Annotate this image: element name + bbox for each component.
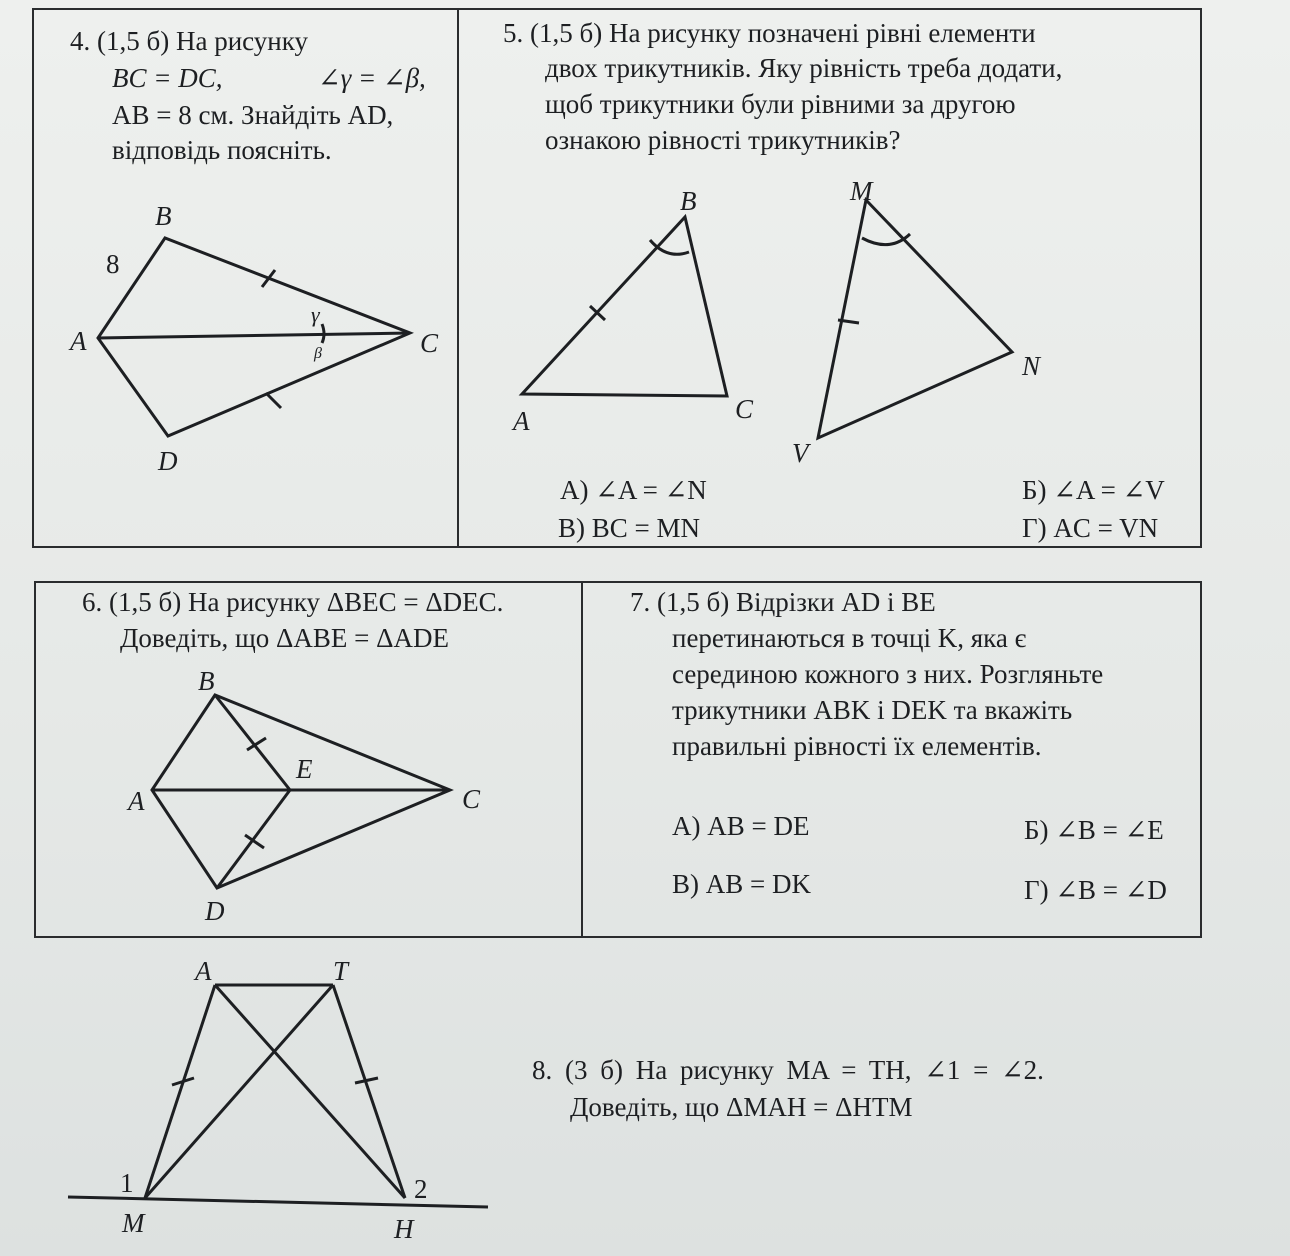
task-7-line-5: правильні рівності їх елементів. bbox=[672, 731, 1042, 761]
task-7-option-g[interactable]: Г) ∠B = ∠D bbox=[1024, 875, 1167, 905]
task-7-option-a[interactable]: А) AB = DE bbox=[672, 811, 810, 841]
task-6-line-1: 6. (1,5 б) На рисунку ΔBEC = ΔDEC. bbox=[82, 587, 504, 617]
task-6-line-2: Доведіть, що ΔABE = ΔADE bbox=[120, 623, 449, 653]
task-4-line-4: відповідь поясніть. bbox=[112, 135, 332, 165]
task-4-line-2a: BC = DC, bbox=[112, 63, 223, 93]
task-5-option-v[interactable]: В) BC = MN bbox=[558, 513, 701, 543]
label-b: B bbox=[680, 186, 697, 216]
label-v: V bbox=[792, 438, 809, 468]
label-t: T bbox=[333, 956, 349, 986]
label-d: D bbox=[158, 446, 178, 476]
task-5-line-2: двох трикутників. Яку рівність треба додати, bbox=[545, 53, 1063, 83]
label-m: M bbox=[122, 1208, 145, 1238]
task-7-line-2: перетинаються в точці K, яка є bbox=[672, 623, 1027, 653]
task-5-option-a[interactable]: А) ∠A = ∠N bbox=[560, 475, 707, 505]
label-c: C bbox=[735, 394, 754, 424]
segment-th bbox=[333, 985, 405, 1198]
task-5-line-4: ознакою рівності трикутників? bbox=[545, 125, 901, 155]
label-b: B bbox=[155, 201, 172, 231]
label-angle-1: 1 bbox=[120, 1168, 134, 1198]
label-c: C bbox=[462, 784, 481, 814]
label-e: E bbox=[296, 754, 313, 784]
task-7-option-b[interactable]: Б) ∠B = ∠E bbox=[1024, 815, 1164, 845]
segment-ah bbox=[215, 985, 405, 1198]
task-4-line-3: AB = 8 см. Знайдіть AD, bbox=[112, 100, 394, 130]
label-d: D bbox=[205, 896, 225, 926]
task-7-line-3: серединою кожного з них. Розгляньте bbox=[672, 659, 1104, 689]
task-4-line-1: 4. (1,5 б) На рисунку bbox=[70, 26, 308, 56]
label-a: A bbox=[195, 956, 212, 986]
task-5-line-1: 5. (1,5 б) На рисунку позначені рівні елементи bbox=[503, 18, 1036, 48]
label-angle-2: 2 bbox=[414, 1174, 428, 1204]
label-m: M bbox=[850, 176, 873, 206]
label-a: A bbox=[128, 786, 145, 816]
label-a: A bbox=[70, 326, 87, 356]
task-7-line-4: трикутники ABK і DEK та вкажіть bbox=[672, 695, 1073, 725]
label-c: C bbox=[420, 328, 439, 358]
task-8-line-1: 8. (3 б) На рисунку MA = TH, ∠1 = ∠2. bbox=[532, 1055, 1044, 1085]
label-h: H bbox=[394, 1214, 414, 1244]
label-n: N bbox=[1022, 351, 1041, 381]
task-7-line-1: 7. (1,5 б) Відрізки AD і BE bbox=[630, 587, 936, 617]
label-b: B bbox=[198, 666, 215, 696]
label-beta: β bbox=[314, 345, 322, 362]
label-a: A bbox=[513, 406, 530, 436]
task-4-line-2b: ∠γ = ∠β, bbox=[318, 63, 426, 93]
segment-ma bbox=[145, 985, 215, 1198]
task-7-option-v[interactable]: В) AB = DK bbox=[672, 869, 811, 899]
segment-tm bbox=[145, 985, 333, 1198]
task-5-option-b[interactable]: Б) ∠A = ∠V bbox=[1022, 475, 1165, 505]
label-side-8: 8 bbox=[106, 249, 120, 279]
task-8-line-2: Доведіть, що ΔMAH = ΔHTM bbox=[570, 1092, 913, 1122]
task-5-line-3: щоб трикутники були рівними за другою bbox=[545, 89, 1016, 119]
label-gamma: γ bbox=[311, 302, 320, 327]
task-5-option-g[interactable]: Г) AC = VN bbox=[1022, 513, 1159, 543]
